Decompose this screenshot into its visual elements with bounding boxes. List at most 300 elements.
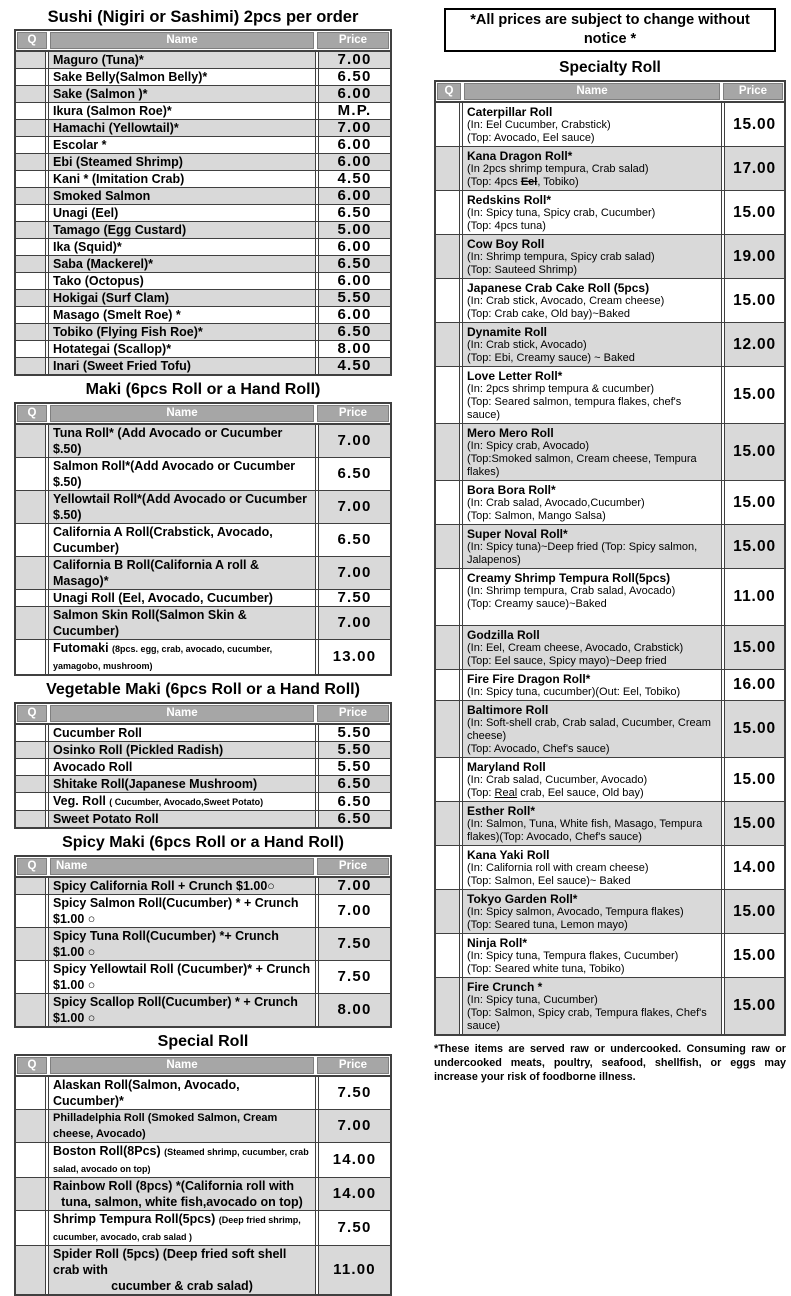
item-price: 15.00 bbox=[724, 525, 784, 568]
item-name: Saba (Mackerel)* bbox=[53, 257, 154, 271]
quantity-cell bbox=[436, 103, 460, 146]
item-name-cell bbox=[48, 491, 316, 523]
item-price: 15.00 bbox=[724, 103, 784, 146]
item-name-cell bbox=[48, 994, 316, 1026]
quantity-cell bbox=[16, 256, 46, 272]
menu-section bbox=[14, 681, 392, 829]
quantity-cell bbox=[16, 524, 46, 556]
table-row bbox=[16, 742, 390, 759]
item-description-segment: Eel bbox=[520, 176, 538, 188]
item-name-cell bbox=[48, 1211, 316, 1245]
item-name-cell bbox=[48, 961, 316, 993]
item-name-cell bbox=[462, 670, 722, 700]
quantity-cell bbox=[16, 137, 46, 153]
item-name: Ikura (Salmon Roe)* bbox=[53, 104, 172, 118]
table-row bbox=[436, 235, 784, 279]
quantity-cell bbox=[16, 640, 46, 674]
table-row bbox=[16, 524, 390, 557]
item-description: (Top: Creamy sauce)~Baked bbox=[467, 598, 607, 610]
item-name-cell bbox=[48, 222, 316, 238]
item-price: 7.00 bbox=[318, 607, 390, 639]
quantity-cell bbox=[436, 525, 460, 568]
quantity-cell bbox=[16, 725, 46, 741]
item-name-cell bbox=[48, 256, 316, 272]
item-name-cell bbox=[48, 239, 316, 255]
table-row bbox=[16, 1143, 390, 1178]
table-row bbox=[16, 324, 390, 341]
item-name-cell bbox=[48, 1178, 316, 1210]
table-row bbox=[16, 171, 390, 188]
table-row bbox=[436, 626, 784, 670]
item-name: Tobiko (Flying Fish Roe)* bbox=[53, 325, 203, 339]
table-row bbox=[16, 1211, 390, 1246]
item-description: (In: Spicy crab, Avocado) bbox=[467, 440, 590, 452]
item-description: (In: Eel, Cream cheese, Avocado, Crabstick) bbox=[467, 642, 684, 654]
quantity-cell bbox=[16, 1077, 46, 1109]
table-row bbox=[16, 607, 390, 640]
item-price: 15.00 bbox=[724, 701, 784, 757]
table-row bbox=[16, 137, 390, 154]
table-row bbox=[16, 425, 390, 458]
item-name: Shrimp Tempura Roll(5pcs) bbox=[53, 1212, 216, 1226]
item-description bbox=[467, 787, 717, 800]
column-header-price: Price bbox=[317, 858, 389, 875]
menu-section bbox=[14, 8, 392, 376]
item-price: 7.50 bbox=[318, 928, 390, 960]
item-description: (Steamed shrimp, cucumber, crab salad, avocado on top) bbox=[53, 1147, 309, 1174]
item-description-segment: (Top: 4pcs bbox=[467, 176, 521, 188]
table-row bbox=[436, 569, 784, 626]
item-description bbox=[467, 611, 717, 624]
quantity-cell bbox=[436, 323, 460, 366]
column-header-q: Q bbox=[17, 405, 47, 422]
item-price: 11.00 bbox=[724, 569, 784, 625]
item-name: Veg. Roll bbox=[53, 794, 106, 808]
item-name-cell bbox=[462, 481, 722, 524]
quantity-cell bbox=[16, 205, 46, 221]
item-price: 6.00 bbox=[318, 188, 390, 204]
item-name: Osinko Roll (Pickled Radish) bbox=[53, 743, 224, 757]
quantity-cell bbox=[16, 878, 46, 894]
table-row bbox=[436, 481, 784, 525]
table-row bbox=[436, 802, 784, 846]
item-name-cell bbox=[48, 793, 316, 810]
table-row bbox=[436, 323, 784, 367]
item-name: Fire Fire Dragon Roll* bbox=[467, 672, 591, 686]
quantity-cell bbox=[436, 367, 460, 423]
item-description: (In: Spicy tuna, Tempura flakes, Cucumber) bbox=[467, 950, 679, 962]
item-description: (Top: Salmon, Eel sauce)~ Baked bbox=[467, 875, 631, 887]
item-price: 14.00 bbox=[724, 846, 784, 889]
item-name: Boston Roll(8Pcs) bbox=[53, 1144, 161, 1158]
item-description: ( Cucumber, Avocado,Sweet Potato) bbox=[109, 797, 264, 807]
item-price: 7.50 bbox=[318, 590, 390, 606]
item-price: 6.50 bbox=[318, 458, 390, 490]
item-name: Love Letter Roll* bbox=[467, 369, 563, 383]
table-row bbox=[436, 279, 784, 323]
menu-section bbox=[14, 381, 392, 676]
item-description: (Top:Smoked salmon, Cream cheese, Tempura flakes) bbox=[467, 453, 697, 478]
quantity-cell bbox=[436, 670, 460, 700]
item-price: 7.00 bbox=[318, 878, 390, 894]
item-name-cell bbox=[48, 928, 316, 960]
item-description: (In: Soft-shell crab, Crab salad, Cucumber, Cream cheese) bbox=[467, 717, 711, 742]
item-name: Fire Crunch * bbox=[467, 980, 543, 994]
quantity-cell bbox=[16, 590, 46, 606]
item-name: Japanese Crab Cake Roll (5pcs) bbox=[467, 281, 650, 295]
quantity-cell bbox=[16, 103, 46, 119]
column-header-name: Name bbox=[50, 858, 314, 875]
table-row bbox=[16, 557, 390, 590]
menu-table bbox=[14, 702, 392, 829]
item-price: 5.50 bbox=[318, 759, 390, 775]
item-name-cell bbox=[48, 1110, 316, 1142]
column-header-name: Name bbox=[50, 1057, 314, 1074]
quantity-cell bbox=[16, 1178, 46, 1210]
item-description: (In: Eel Cucumber, Crabstick) bbox=[467, 119, 611, 131]
table-row bbox=[16, 69, 390, 86]
item-description: (In: Spicy tuna, Cucumber) bbox=[467, 994, 598, 1006]
item-description: (Top: 4pcs tuna) bbox=[467, 220, 546, 232]
table-row bbox=[436, 846, 784, 890]
table-row bbox=[16, 154, 390, 171]
section-title: Spicy Maki (6pcs Roll or a Hand Roll) bbox=[62, 834, 344, 851]
table-row bbox=[436, 670, 784, 701]
quantity-cell bbox=[436, 424, 460, 480]
item-name-cell bbox=[48, 776, 316, 792]
item-description: (In 2pcs shrimp tempura, Crab salad) bbox=[467, 163, 649, 175]
quantity-cell bbox=[16, 742, 46, 758]
item-description: (Top: Avocado, Chef's sauce) bbox=[467, 743, 610, 755]
table-row bbox=[16, 759, 390, 776]
item-price: 6.50 bbox=[318, 205, 390, 221]
item-name: Shitake Roll(Japanese Mushroom) bbox=[53, 777, 258, 791]
menu-table bbox=[14, 29, 392, 376]
item-price: 7.50 bbox=[318, 1211, 390, 1245]
item-name: Unagi (Eel) bbox=[53, 206, 119, 220]
item-name-cell bbox=[48, 358, 316, 374]
item-name: Esther Roll* bbox=[467, 804, 536, 818]
item-name-line2: cucumber & crab salad) bbox=[111, 1279, 253, 1293]
table-row bbox=[16, 878, 390, 895]
table-row bbox=[16, 1178, 390, 1211]
table-row bbox=[16, 776, 390, 793]
menu-section bbox=[14, 834, 392, 1028]
item-name-cell bbox=[462, 367, 722, 423]
item-name: Kana Dragon Roll* bbox=[467, 149, 573, 163]
item-price: 6.00 bbox=[318, 86, 390, 102]
item-name-cell bbox=[48, 120, 316, 136]
quantity-cell bbox=[16, 811, 46, 827]
item-name-cell bbox=[48, 86, 316, 102]
item-price: 16.00 bbox=[724, 670, 784, 700]
table-row bbox=[16, 205, 390, 222]
item-name-cell bbox=[462, 569, 722, 625]
item-name: Futomaki bbox=[53, 641, 109, 655]
item-name: Dynamite Roll bbox=[467, 325, 548, 339]
item-description: (Top: Eel sauce, Spicy mayo)~Deep fried bbox=[467, 655, 667, 667]
item-price: 6.50 bbox=[318, 524, 390, 556]
item-description-segment: , Tobiko) bbox=[537, 176, 579, 188]
item-name-cell bbox=[48, 205, 316, 221]
item-name-cell bbox=[48, 341, 316, 357]
item-name-cell bbox=[48, 290, 316, 306]
quantity-cell bbox=[16, 557, 46, 589]
item-price: 5.00 bbox=[318, 222, 390, 238]
quantity-cell bbox=[436, 978, 460, 1034]
table-row bbox=[16, 994, 390, 1026]
quantity-cell bbox=[16, 290, 46, 306]
item-description: (Top: Seared tuna, Lemon mayo) bbox=[467, 919, 628, 931]
item-price: 15.00 bbox=[724, 481, 784, 524]
section-title: Specialty Roll bbox=[559, 59, 661, 76]
quantity-cell bbox=[16, 491, 46, 523]
item-price: 15.00 bbox=[724, 802, 784, 845]
table-row bbox=[436, 147, 784, 191]
item-name: Baltimore Roll bbox=[467, 703, 549, 717]
item-name: Spicy Tuna Roll(Cucumber) *+ Crunch $1.00 ○ bbox=[53, 929, 279, 959]
item-name-cell bbox=[462, 525, 722, 568]
quantity-cell bbox=[16, 895, 46, 927]
item-price: 15.00 bbox=[724, 626, 784, 669]
item-name-cell bbox=[462, 424, 722, 480]
quantity-cell bbox=[16, 188, 46, 204]
item-description: (Top: Seared salmon, tempura flakes, chef's sauce) bbox=[467, 396, 682, 421]
quantity-cell bbox=[16, 239, 46, 255]
item-description: (Top: Avocado, Eel sauce) bbox=[467, 132, 595, 144]
item-description: (Top: Seared white tuna, Tobiko) bbox=[467, 963, 625, 975]
column-header-price: Price bbox=[317, 32, 389, 49]
item-name-cell bbox=[462, 978, 722, 1034]
table-header bbox=[16, 1056, 390, 1077]
item-description: (In: California roll with cream cheese) bbox=[467, 862, 649, 874]
item-price: 5.50 bbox=[318, 725, 390, 741]
item-name-cell bbox=[48, 590, 316, 606]
item-description: (In: 2pcs shrimp tempura & cucumber) bbox=[467, 383, 655, 395]
section-title: Maki (6pcs Roll or a Hand Roll) bbox=[85, 381, 321, 398]
quantity-cell bbox=[16, 324, 46, 340]
item-name: Sake Belly(Salmon Belly)* bbox=[53, 70, 208, 84]
table-row bbox=[436, 424, 784, 481]
quantity-cell bbox=[16, 759, 46, 775]
item-name-cell bbox=[462, 890, 722, 933]
item-price: 15.00 bbox=[724, 279, 784, 322]
item-name: Masago (Smelt Roe) * bbox=[53, 308, 181, 322]
item-name-cell bbox=[462, 191, 722, 234]
table-row bbox=[16, 640, 390, 674]
column-header-q: Q bbox=[17, 705, 47, 722]
item-name-cell bbox=[462, 103, 722, 146]
table-row bbox=[16, 793, 390, 811]
item-description-segment: crab, Eel sauce, Old bay) bbox=[517, 787, 644, 799]
item-price: 6.00 bbox=[318, 273, 390, 289]
item-name: Unagi Roll (Eel, Avocado, Cucumber) bbox=[53, 591, 273, 605]
item-name-cell bbox=[48, 524, 316, 556]
item-description bbox=[467, 176, 717, 189]
item-description: (Top: Sauteed Shrimp) bbox=[467, 264, 578, 276]
item-name: Caterpillar Roll bbox=[467, 105, 553, 119]
item-price: 4.50 bbox=[318, 358, 390, 374]
item-name: Kani * (Imitation Crab) bbox=[53, 172, 185, 186]
table-row bbox=[436, 890, 784, 934]
table-row bbox=[16, 590, 390, 607]
item-price: 15.00 bbox=[724, 367, 784, 423]
item-name-cell bbox=[48, 1077, 316, 1109]
item-name: Sweet Potato Roll bbox=[53, 812, 159, 826]
item-name: Hotategai (Scallop)* bbox=[53, 342, 172, 356]
item-price: 7.00 bbox=[318, 52, 390, 68]
item-name: Cow Boy Roll bbox=[467, 237, 545, 251]
item-name: Spicy Salmon Roll(Cucumber) * + Crunch $1.00 ○ bbox=[53, 896, 299, 926]
item-price: 7.50 bbox=[318, 1077, 390, 1109]
item-price: 6.50 bbox=[318, 811, 390, 827]
item-price: 14.00 bbox=[318, 1143, 390, 1177]
item-name: Maguro (Tuna)* bbox=[53, 53, 144, 67]
item-price: 6.00 bbox=[318, 307, 390, 323]
quantity-cell bbox=[16, 776, 46, 792]
menu-table bbox=[14, 855, 392, 1028]
item-price: 15.00 bbox=[724, 934, 784, 977]
section-title: Special Roll bbox=[157, 1033, 249, 1050]
quantity-cell bbox=[436, 701, 460, 757]
item-name-cell bbox=[48, 640, 316, 674]
item-name: Spicy California Roll + Crunch $1.00○ bbox=[53, 879, 275, 893]
item-name: Bora Bora Roll* bbox=[467, 483, 556, 497]
quantity-cell bbox=[16, 961, 46, 993]
table-row bbox=[16, 273, 390, 290]
quantity-cell bbox=[16, 222, 46, 238]
item-name: Creamy Shrimp Tempura Roll(5pcs) bbox=[467, 571, 671, 585]
column-header-name: Name bbox=[50, 32, 314, 49]
table-header bbox=[16, 404, 390, 425]
table-row bbox=[16, 256, 390, 273]
table-row bbox=[16, 725, 390, 742]
right-column bbox=[434, 8, 786, 1296]
item-price: 6.50 bbox=[318, 776, 390, 792]
table-header bbox=[16, 704, 390, 725]
table-row bbox=[16, 491, 390, 524]
quantity-cell bbox=[16, 307, 46, 323]
table-row bbox=[16, 290, 390, 307]
column-header-name: Name bbox=[464, 83, 720, 100]
quantity-cell bbox=[436, 147, 460, 190]
quantity-cell bbox=[16, 171, 46, 187]
table-row bbox=[16, 52, 390, 69]
footer-note: *These items are served raw or undercooked. Consuming raw or undercooked meats, poultry, seafood, shellfish, or eggs may increase your risk of foodborne illness. bbox=[434, 1043, 786, 1083]
item-price: 7.00 bbox=[318, 1110, 390, 1142]
section-title: Sushi (Nigiri or Sashimi) 2pcs per order bbox=[47, 8, 359, 26]
item-price: 11.00 bbox=[318, 1246, 390, 1294]
item-name-cell bbox=[48, 607, 316, 639]
item-name: Sake (Salmon )* bbox=[53, 87, 148, 101]
quantity-cell bbox=[16, 154, 46, 170]
item-name: Tako (Octopus) bbox=[53, 274, 144, 288]
item-name-cell bbox=[48, 188, 316, 204]
item-name: Yellowtail Roll*(Add Avocado or Cucumber $.50) bbox=[53, 492, 307, 522]
quantity-cell bbox=[436, 235, 460, 278]
quantity-cell bbox=[16, 1143, 46, 1177]
table-row bbox=[16, 1077, 390, 1110]
item-price: 12.00 bbox=[724, 323, 784, 366]
item-description-segment: (Top: bbox=[467, 787, 495, 799]
item-price: 15.00 bbox=[724, 890, 784, 933]
item-price: 7.00 bbox=[318, 557, 390, 589]
item-description: (In: Spicy tuna, cucumber)(Out: Eel, Tobiko) bbox=[467, 686, 681, 698]
column-header-q: Q bbox=[17, 32, 47, 49]
item-description: (Deep fried shrimp, cucumber, avocado, crab salad ) bbox=[53, 1215, 301, 1242]
item-name: Tuna Roll* (Add Avocado or Cucumber $.50) bbox=[53, 426, 283, 456]
table-row bbox=[16, 307, 390, 324]
item-name: Mero Mero Roll bbox=[467, 426, 554, 440]
quantity-cell bbox=[16, 1211, 46, 1245]
quantity-cell bbox=[16, 1110, 46, 1142]
item-name: Spicy Yellowtail Roll (Cucumber)* + Crunch $1.00 ○ bbox=[53, 962, 311, 992]
quantity-cell bbox=[436, 846, 460, 889]
table-row bbox=[16, 458, 390, 491]
item-description: (Top: Crab cake, Old bay)~Baked bbox=[467, 308, 630, 320]
item-price: 19.00 bbox=[724, 235, 784, 278]
item-name-cell bbox=[48, 69, 316, 85]
column-header-price: Price bbox=[723, 83, 783, 100]
item-name-cell bbox=[48, 1143, 316, 1177]
item-name-cell bbox=[462, 701, 722, 757]
item-description: (In: Spicy tuna)~Deep fried (Top: Spicy salmon, Jalapenos) bbox=[467, 541, 698, 566]
item-name-cell bbox=[48, 324, 316, 340]
item-description: (In: Spicy salmon, Avocado, Tempura flakes) bbox=[467, 906, 684, 918]
table-row bbox=[436, 191, 784, 235]
item-name-cell bbox=[462, 758, 722, 801]
table-row bbox=[16, 358, 390, 374]
column-header-q: Q bbox=[17, 1057, 47, 1074]
quantity-cell bbox=[16, 120, 46, 136]
item-name: Tamago (Egg Custard) bbox=[53, 223, 187, 237]
item-name: Inari (Sweet Fried Tofu) bbox=[53, 359, 191, 373]
item-name-cell bbox=[48, 273, 316, 289]
item-name-line2: tuna, salmon, white fish,avocado on top) bbox=[61, 1195, 303, 1209]
specialty-roll-table bbox=[434, 80, 786, 1036]
item-name-cell bbox=[462, 802, 722, 845]
item-description-segment: Real bbox=[494, 787, 518, 799]
item-name: Super Noval Roll* bbox=[467, 527, 568, 541]
item-name: Maryland Roll bbox=[467, 760, 546, 774]
quantity-cell bbox=[16, 341, 46, 357]
table-row bbox=[16, 120, 390, 137]
item-name-cell bbox=[48, 895, 316, 927]
item-description: (In: Crab salad, Avocado,Cucumber) bbox=[467, 497, 645, 509]
column-header-q: Q bbox=[17, 858, 47, 875]
item-name-cell bbox=[48, 759, 316, 775]
item-name-cell bbox=[48, 52, 316, 68]
item-price: 15.00 bbox=[724, 424, 784, 480]
item-price: 8.00 bbox=[318, 994, 390, 1026]
item-name-cell bbox=[48, 154, 316, 170]
section-title: Vegetable Maki (6pcs Roll or a Hand Roll) bbox=[46, 681, 360, 698]
item-price: 6.00 bbox=[318, 239, 390, 255]
item-description: (In: Crab salad, Cucumber, Avocado) bbox=[467, 774, 648, 786]
item-name-cell bbox=[48, 307, 316, 323]
item-name-cell bbox=[462, 323, 722, 366]
item-name: Philladelphia Roll (Smoked Salmon, Cream cheese, Avocado) bbox=[53, 1112, 278, 1140]
quantity-cell bbox=[16, 86, 46, 102]
item-name-cell bbox=[462, 626, 722, 669]
quantity-cell bbox=[436, 802, 460, 845]
left-column bbox=[14, 8, 392, 1296]
column-header-price: Price bbox=[317, 405, 389, 422]
table-row bbox=[436, 758, 784, 802]
column-header-name: Name bbox=[50, 405, 314, 422]
item-name-cell bbox=[462, 934, 722, 977]
item-name-cell bbox=[48, 458, 316, 490]
